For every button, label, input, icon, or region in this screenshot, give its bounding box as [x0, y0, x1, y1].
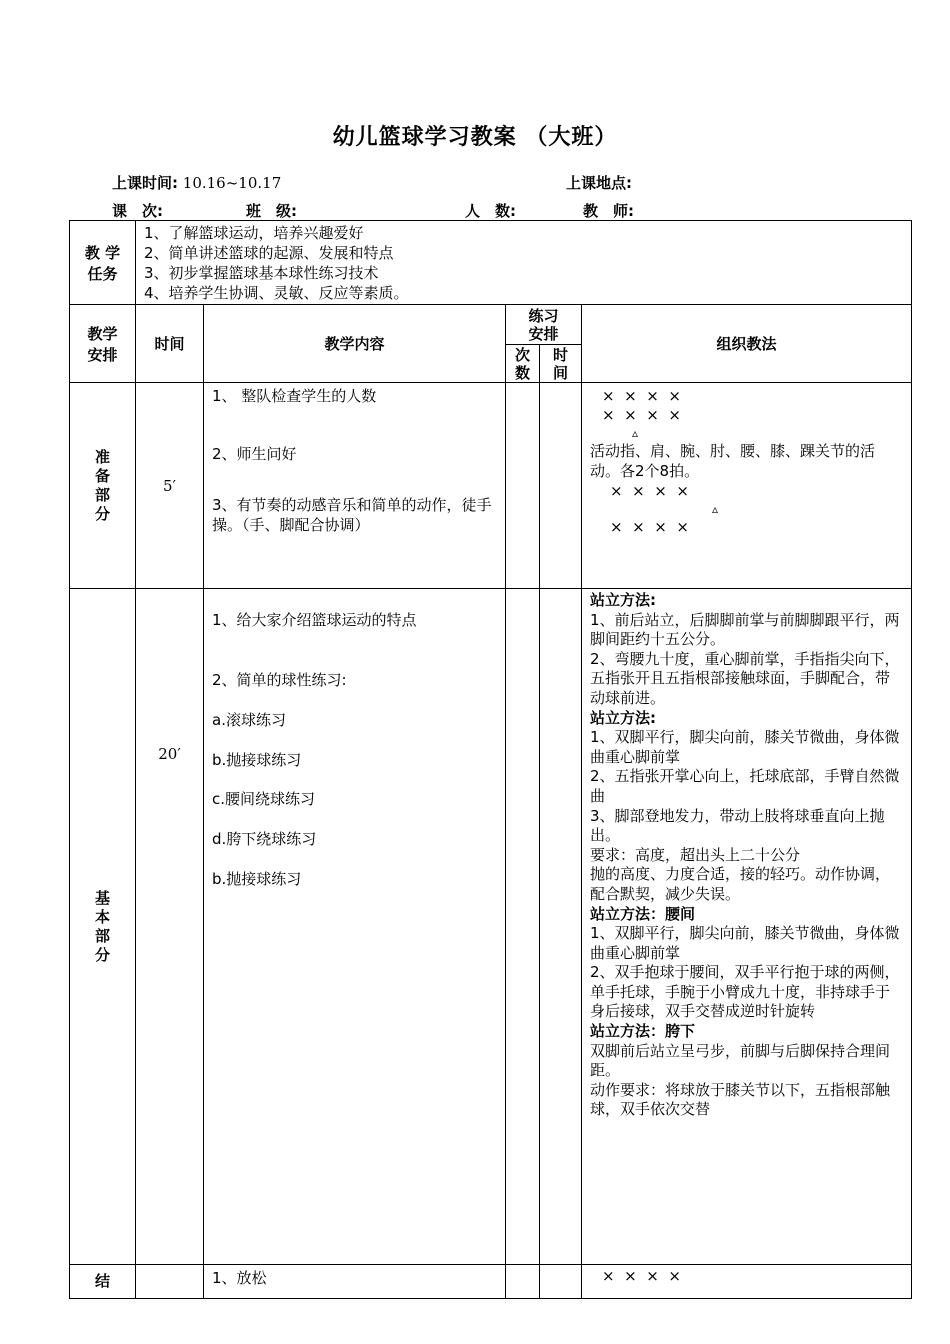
task-row [70, 221, 912, 305]
teacher-label: 教 师: [583, 202, 634, 220]
task-label: 教 学 任务 [70, 221, 136, 305]
header-content: 教学内容 [204, 305, 506, 383]
prep-method-text: 活动指、肩、腕、肘、腰、膝、踝关节的活动。各2个8拍。 [590, 442, 876, 480]
basic-item: b.抛接球练习 [212, 751, 302, 769]
prep-duration [540, 383, 582, 589]
method-line: 1、前后站立，后脚脚前掌与前脚脚跟平行，两脚间距约十五公分。 [590, 610, 900, 649]
end-item: 1、放松 [212, 1269, 267, 1287]
method-line: 站立方法: [590, 591, 656, 609]
basic-item: d.胯下绕球练习 [212, 830, 317, 848]
header-practice: 练习 安排 [506, 305, 582, 345]
method-line: 站立方法：胯下 [590, 1022, 696, 1041]
method-line: 站立方法：腰间 [590, 904, 696, 923]
lesson-place-label: 上课地点: [566, 174, 632, 192]
prep-count [506, 383, 540, 589]
lesson-number [112, 200, 163, 221]
basic-count [506, 589, 540, 1265]
page-title: 幼儿篮球学习教案 （大班） [332, 125, 618, 150]
method-line: 2、五指张开掌心向上，托球底部，手臂自然微曲 [590, 767, 900, 805]
method-line: 2、双手抱球于腰间，双手平行抱于球的两侧，单手托球，手腕于小臂成九十度，非持球手于身后接球，双手交替成逆时针旋转 [590, 963, 900, 1021]
method-line: 2、弯腰九十度，重心脚前掌，手指指尖向下，五指张开且五指根部接触球面，手脚配合，带动球前进。 [590, 649, 900, 707]
lesson-place [566, 172, 632, 193]
formation-row: × × × × [602, 406, 681, 424]
end-content [204, 1265, 506, 1299]
task-list [136, 221, 912, 305]
prep-item: 2、师生问好 [212, 445, 297, 463]
prep-time: 5′ [136, 383, 204, 589]
teacher-triangle-icon: ▵ [712, 502, 719, 516]
end-duration [540, 1265, 582, 1299]
end-count [506, 1265, 540, 1299]
end-label: 结 [70, 1265, 136, 1299]
student-count-label: 人 数: [465, 202, 516, 220]
basic-content [204, 589, 506, 1265]
method-line: 双脚前后站立呈弓步，前脚与后脚保持合理间距。 [590, 1041, 891, 1080]
method-line: 抛的高度、力度合适，接的轻巧。动作协调，配合默契，减少失误。 [590, 865, 891, 903]
lesson-time-value: 10.16~10.17 [182, 174, 282, 192]
header-row-1 [70, 305, 912, 345]
basic-label: 基 本 部 分 [70, 589, 136, 1265]
formation-row: × × × × [610, 482, 689, 500]
basic-item: b.抛接球练习 [212, 870, 302, 888]
end-row [70, 1265, 912, 1299]
lesson-time [112, 172, 281, 193]
header-time: 时间 [136, 305, 204, 383]
method-line: 1、双脚平行，脚尖向前，膝关节微曲，身体微曲重心脚前掌 [590, 924, 900, 962]
formation-row: × × × × [602, 387, 681, 405]
formation-row: × × × × [602, 1267, 681, 1285]
lesson-time-label: 上课时间: [112, 174, 178, 192]
header-duration: 时 间 [540, 345, 582, 383]
task-item: 4、培养学生协调、灵敏、反应等素质。 [144, 284, 409, 302]
basic-row [70, 589, 912, 1265]
formation-row: × × × × [610, 518, 689, 536]
header-arrange: 教学 安排 [70, 305, 136, 383]
basic-item: c.腰间绕球练习 [212, 790, 316, 808]
prep-method [582, 383, 912, 589]
method-line: 站立方法: [590, 708, 656, 727]
teacher [583, 200, 634, 221]
prep-content [204, 383, 506, 589]
end-method [582, 1265, 912, 1299]
basic-duration [540, 589, 582, 1265]
header-count: 次 数 [506, 345, 540, 383]
method-line: 3、脚部登地发力，带动上肢将球垂直向上抛出。 [590, 806, 885, 845]
basic-time: 20′ [136, 589, 204, 1265]
task-item: 3、初步掌握篮球基本球性练习技术 [144, 264, 379, 282]
lesson-plan-table [69, 220, 912, 1299]
header-method: 组织教法 [582, 305, 912, 383]
prep-label: 准 备 部 分 [70, 383, 136, 589]
task-item: 2、简单讲述篮球的起源、发展和特点 [144, 244, 394, 262]
student-count [465, 200, 516, 221]
basic-item: 1、给大家介绍篮球运动的特点 [212, 611, 417, 629]
lesson-number-label: 课 次: [112, 202, 163, 220]
method-line: 动作要求：将球放于膝关节以下，五指根部触球，双手依次交替 [590, 1080, 891, 1119]
method-line: 1、双脚平行，脚尖向前，膝关节微曲，身体微曲重心脚前掌 [590, 728, 900, 766]
class-grade [246, 200, 297, 221]
method-line: 要求：高度，超出头上二十公分 [590, 845, 801, 864]
basic-method [582, 589, 912, 1265]
end-time [136, 1265, 204, 1299]
prep-item: 3、有节奏的动感音乐和简单的动作，徒手操。（手、脚配合协调） [212, 496, 492, 534]
basic-item: a.滚球练习 [212, 711, 286, 729]
teacher-triangle-icon: ▵ [632, 426, 639, 440]
basic-item: 2、简单的球性练习: [212, 671, 347, 689]
prep-item: 1、 整队检查学生的人数 [212, 387, 377, 405]
prep-row [70, 383, 912, 589]
task-item: 1、了解篮球运动，培养兴趣爱好 [144, 224, 364, 242]
class-grade-label: 班 级: [246, 202, 297, 220]
